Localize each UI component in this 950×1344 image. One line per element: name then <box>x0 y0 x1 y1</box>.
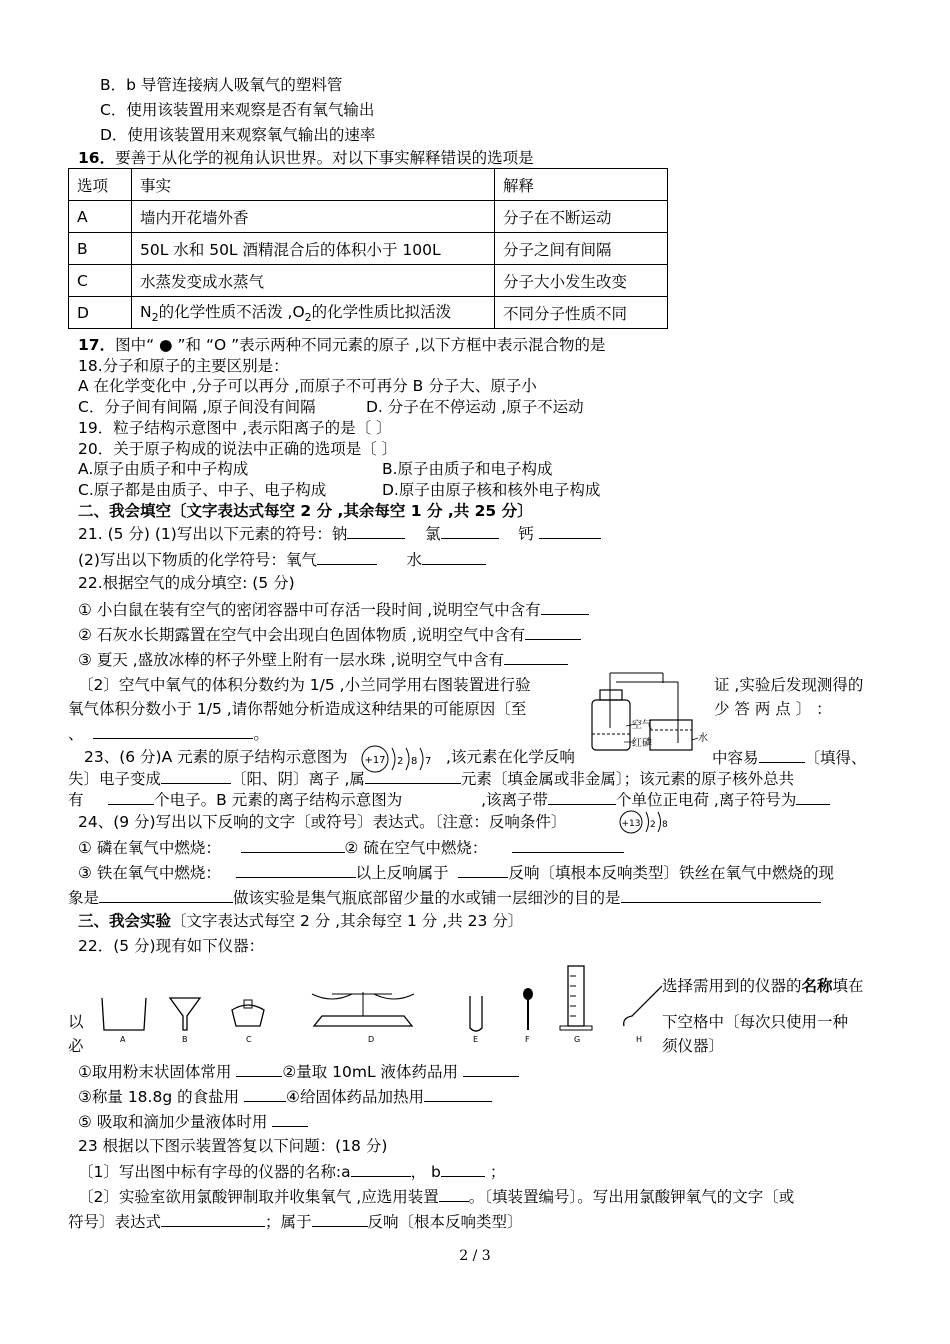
q22-item-3: ③ 夏天 ,盛放冰棒的杯子外壁上附有一层水珠 ,说明空气中含有 <box>78 648 568 671</box>
section-2-heading: 二、我会填空〔文字表达式每空 2 分 ,其余每空 1 分 ,共 25 分〕 <box>78 502 533 520</box>
table-cell: 分子之间有间隔 <box>495 233 668 265</box>
q22b-stem: 22．(5 分)现有如下仪器： <box>78 937 265 955</box>
q22-item-1: ① 小白鼠在装有空气的密闭容器中可存活一段时间 ,说明空气中含有 <box>78 598 589 621</box>
page-number: 2 / 3 <box>459 1248 491 1264</box>
ion-b-structure-diagram <box>618 808 668 838</box>
medicine-spoon-icon <box>624 986 662 1026</box>
q16-table <box>68 168 668 329</box>
table-cell: 不同分子性质不同 <box>495 297 668 329</box>
q23b-part2-cont: 符号〕表达式 ；属于 反响〔根本反响类型〕 <box>68 1210 523 1233</box>
table-cell: $N_2$的化学性质不活泼 $,O_2$的化学性质比拟活泼 <box>132 297 495 329</box>
q22b-side-text-1: 选择需用到的仪器的名称填在 <box>662 977 864 995</box>
q23-line1-a: 23、(6 分)A 元素的原子结构示意图为 <box>84 748 348 766</box>
q20-option-d: D.原子由原子核和核外电子构成 <box>382 481 601 499</box>
instrument-label: B <box>182 1035 188 1044</box>
lab-instruments-figure <box>92 960 662 1046</box>
q22b-fill-5: ⑤ 吸取和滴加少量液体时用 <box>78 1110 308 1133</box>
instrument-label: F <box>525 1035 530 1044</box>
atom-a-shell: 2 <box>397 756 404 767</box>
section-3-heading: 三、我会实验〔文字表达式每空 2 分 ,其余每空 1 分 ,共 23 分〕 <box>78 912 524 930</box>
q18-options-ab: A 在化学变化中 ,分子可以再分 ,而原子不可再分 B 分子大、原子小 <box>78 377 537 395</box>
q22-part2-line2-cont: 少 答 两 点 〕 ： <box>714 700 832 718</box>
q15-option-d: D．使用该装置用来观察氧气输出的速率 <box>100 126 376 144</box>
atom-a-nucleus: +17 <box>364 755 386 766</box>
q15-option-c: C．使用该装置用来观察是否有氧气输出 <box>100 101 375 119</box>
q23-line1-c: 中容易 〔填得、 <box>712 746 867 769</box>
q21-line2: (2)写出以下物质的化学符号：氧气 水 <box>78 548 486 571</box>
instrument-label: H <box>636 1035 643 1044</box>
balance-icon <box>314 1016 412 1026</box>
fig-label-water: 水 <box>698 733 708 744</box>
table-cell: B <box>69 233 132 265</box>
q22-part2-answer: 、 。 <box>68 722 269 745</box>
q22-part2-line1-cont: 证 ,实验后发现测得的 <box>714 676 864 694</box>
q16-stem: 16．要善于从化学的视角认识世界。对以下事实解释错误的选项是 <box>78 149 534 167</box>
q18-option-c: C．分子间有间隔 ,原子间没有间隔 <box>78 398 316 416</box>
table-cell: C <box>69 265 132 297</box>
q23-line1-b: ,该元素在化学反响 <box>446 748 575 766</box>
table-cell: 分子大小发生改变 <box>495 265 668 297</box>
table-cell: 水蒸发变成水蒸气 <box>132 265 495 297</box>
table-row <box>69 297 668 329</box>
ion-b-shell: 8 <box>662 820 668 830</box>
q22b-side-char-1: 以 <box>68 1013 84 1031</box>
beaker-icon <box>102 998 146 1030</box>
q22b-side-char-2: 必 <box>68 1037 84 1055</box>
table-cell: 分子在不断运动 <box>495 201 668 233</box>
q22-part2-line1: 〔2〕空气中氧气的体积分数约为 1/5 ,小兰同学用右图装置进行验 <box>78 676 531 694</box>
q23b-stem: 23 根据以下图示装置答复以下问题：(18 分) <box>78 1137 388 1155</box>
table-cell: 墙内开花墙外香 <box>132 201 495 233</box>
fig-label-red-phosphorus: 红磷 <box>632 738 652 749</box>
table-cell: 50L 水和 50L 酒精混合后的体积小于 100L <box>132 233 495 265</box>
instrument-label: A <box>120 1035 126 1044</box>
lamp-cap-icon <box>244 1000 252 1008</box>
instrument-label: D <box>368 1035 375 1044</box>
q23b-part1: 〔1〕写出图中标有字母的仪器的名称:a ， b ； <box>78 1160 505 1183</box>
atom-a-shell: 7 <box>425 756 432 767</box>
table-header-cell: 选项 <box>69 169 132 201</box>
q22b-side-text-2: 下空格中〔每次只使用一种 <box>662 1013 849 1031</box>
ion-b-shell: 2 <box>650 820 656 830</box>
q23-line3: 有 个电子。B 元素的离子结构示意图为 ,该离子带 个单位正电荷 ,离子符号为 <box>68 788 830 811</box>
instrument-label: E <box>473 1035 479 1044</box>
fig-label-air: 空气 <box>632 720 652 731</box>
q20-option-c: C.原子都是由质子、中子、电子构成 <box>78 481 327 499</box>
q23-line2: 失〕电子变成 〔阳、阴〕离子 ,属 元素〔填金属或非金属〕；该元素的原子核外总共 <box>68 767 794 790</box>
q20-option-b: B.原子由质子和电子构成 <box>382 460 553 478</box>
q18-option-d: D. 分子在不停运动 ,原子不运动 <box>366 398 584 416</box>
table-row <box>69 265 668 297</box>
q24-item-4: 象是 做该实验是集气瓶底部留少量的水或铺一层细沙的目的是 <box>68 886 821 909</box>
instrument-label: G <box>574 1035 581 1044</box>
q21-line1: 21. (5 分) (1)写出以下元素的符号：钠 氯 钙 <box>78 522 601 545</box>
q19-stem: 19．粒子结构示意图中 ,表示阳离子的是〔 〕 <box>78 419 392 437</box>
table-cell: A <box>69 201 132 233</box>
table-header-cell: 事实 <box>132 169 495 201</box>
q22-stem: 22.根据空气的成分填空: (5 分) <box>78 574 295 592</box>
q24-item-1-2: ① 磷在氧气中燃烧： ② 硫在空气中燃烧： <box>78 836 624 859</box>
atom-a-shell: 8 <box>411 756 418 767</box>
funnel-icon <box>170 998 200 1030</box>
q15-option-b: B．b 导管连接病人吸氧气的塑料管 <box>100 76 343 94</box>
q22b-side-text-3: 须仪器〕 <box>662 1037 725 1055</box>
q17-stem: 17．图中“ ● ”和 “O ”表示两种不同元素的原子 ,以下方框中表示混合物的是 <box>78 336 606 354</box>
test-tube-icon <box>470 996 482 1031</box>
q23b-part2: 〔2〕实验室欲用氯酸钾制取并收集氧气 ,应选用装置 。〔填装置编号〕。写出用氯酸钾氧气的文字〔或 <box>78 1185 794 1208</box>
dropper-bulb-icon <box>523 988 533 1000</box>
table-row <box>69 233 668 265</box>
q20-option-a: A.原子由质子和中子构成 <box>78 460 249 478</box>
q22-item-2: ② 石灰水长期露置在空气中会出现白色固体物质 ,说明空气中含有 <box>78 623 581 646</box>
q18-stem: 18.分子和原子的主要区别是： <box>78 357 289 375</box>
q22b-fill-1-2: ①取用粉末状固体常用 ②量取 10mL 液体药品用 <box>78 1060 519 1083</box>
q22-part2-line2: 氧气体积分数小于 1/5 ,请你帮她分析造成这种结果的可能原因〔至 <box>68 700 527 718</box>
oxygen-measurement-apparatus-figure <box>588 668 710 768</box>
q24-item-3: ③ 铁在氧气中燃烧： 以上反响属于 反响〔填根本反响类型〕铁丝在氧气中燃烧的现 <box>78 861 834 884</box>
q22b-fill-3-4: ③称量 18.8g 的食盐用 ④给固体药品加热用 <box>78 1085 492 1108</box>
ion-b-nucleus: +13 <box>621 819 641 829</box>
q24-stem: 24、(9 分)写出以下反响的文字〔或符号〕表达式。〔注意：反响条件〕 <box>78 813 567 831</box>
table-row <box>69 201 668 233</box>
table-header-row <box>69 169 668 201</box>
table-header-cell: 解释 <box>495 169 668 201</box>
instrument-label: C <box>246 1035 252 1044</box>
q20-stem: 20．关于原子构成的说法中正确的选项是〔 〕 <box>78 440 398 458</box>
table-cell: D <box>69 297 132 329</box>
